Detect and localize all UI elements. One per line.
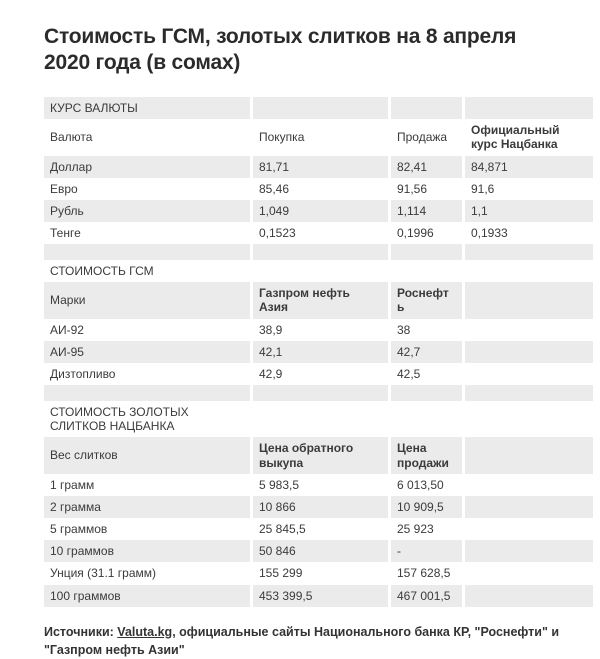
table-cell: 1,1	[462, 200, 593, 222]
table-cell: -	[388, 540, 462, 562]
table-cell: 100 граммов	[44, 585, 250, 607]
column-header-cell: Марки	[44, 282, 250, 318]
table-cell: 1 грамм	[50, 477, 95, 492]
table-cell	[462, 97, 593, 119]
table-cell	[462, 562, 593, 584]
column-header-cell	[462, 282, 593, 318]
section-title-row	[44, 260, 593, 282]
column-header-row	[44, 437, 593, 473]
table-cell: Унция (31.1 грамм)	[50, 566, 157, 581]
table-cell	[388, 260, 462, 282]
table-cell: 6 013,50	[388, 474, 462, 496]
table-cell: 10 909,5	[388, 496, 462, 518]
table-cell	[388, 385, 462, 401]
table-cell: Дизтопливо	[50, 366, 116, 381]
column-header-cell: Цена продажи	[388, 437, 462, 473]
table-cell: 157 628,5	[388, 562, 462, 584]
table-cell: 50 846	[250, 540, 388, 562]
table-cell: 155 299	[250, 562, 388, 584]
table-cell: 10 866	[250, 496, 388, 518]
table-row	[44, 319, 593, 341]
sources-note	[44, 623, 593, 659]
table-row	[44, 200, 593, 222]
valuta-link[interactable]: Valuta.kg	[117, 624, 173, 639]
table-cell: 84,871	[462, 156, 593, 178]
table-cell: 1,049	[250, 200, 388, 222]
page-title: Стоимость ГСМ, золотых слитков на 8 апреля 2020 года (в сомах)	[44, 25, 517, 75]
sources-label: Источники:	[44, 624, 118, 639]
spacer-row	[44, 385, 593, 401]
table-cell	[388, 244, 462, 260]
table-cell	[462, 385, 593, 401]
column-header-cell: Покупка	[250, 119, 388, 155]
table-cell	[462, 363, 593, 385]
table-cell: 0,1996	[388, 222, 462, 244]
table-row	[44, 156, 593, 178]
table-cell: 42,5	[388, 363, 462, 385]
table-cell	[250, 244, 388, 260]
rates-table	[44, 97, 593, 607]
table-cell: СТОИМОСТЬ ЗОЛОТЫХ СЛИТКОВ НАЦБАНКА	[50, 405, 189, 434]
table-cell	[462, 319, 593, 341]
table-cell	[462, 518, 593, 540]
table-cell: 82,41	[388, 156, 462, 178]
column-header-cell: Продажа	[388, 119, 462, 155]
table-row	[44, 474, 593, 496]
table-cell: Евро	[50, 181, 78, 196]
table-cell	[250, 260, 388, 282]
table-cell: 10 граммов	[44, 540, 250, 562]
table-cell: 0,1523	[250, 222, 388, 244]
table-cell	[44, 385, 250, 401]
table-cell: 42,9	[250, 363, 388, 385]
table-cell: АИ-95	[44, 341, 250, 363]
section-title-row	[44, 97, 593, 119]
table-cell	[462, 244, 593, 260]
table-row	[44, 518, 593, 540]
table-cell: 85,46	[250, 178, 388, 200]
column-header-cell	[462, 437, 593, 473]
table-cell: 1,114	[388, 200, 462, 222]
table-cell	[250, 385, 388, 401]
table-cell	[250, 97, 388, 119]
table-row	[44, 222, 593, 244]
spacer-row	[44, 244, 593, 260]
table-cell: 5 граммов	[50, 522, 108, 537]
table-cell	[462, 496, 593, 518]
table-cell	[462, 474, 593, 496]
table-cell: Доллар	[44, 156, 250, 178]
table-row	[44, 540, 593, 562]
column-header-row	[44, 282, 593, 318]
table-cell: 25 845,5	[250, 518, 388, 540]
table-cell	[462, 260, 593, 282]
table-cell: 38,9	[250, 319, 388, 341]
table-cell: 42,1	[250, 341, 388, 363]
table-cell: 2 грамма	[44, 496, 250, 518]
table-cell: 38	[388, 319, 462, 341]
table-cell: Тенге	[50, 226, 81, 240]
table-cell: 91,6	[462, 178, 593, 200]
table-cell: 467 001,5	[388, 585, 462, 607]
column-header-cell: Вес слитков	[44, 437, 250, 473]
table-cell	[388, 401, 462, 437]
rates-table-body	[44, 97, 593, 607]
table-cell	[462, 540, 593, 562]
table-cell: АИ-92	[50, 322, 84, 337]
table-row	[44, 585, 593, 607]
table-cell: 0,1933	[462, 222, 593, 244]
table-cell	[44, 244, 250, 260]
column-header-cell: Валюта	[50, 130, 93, 145]
table-cell: 5 983,5	[250, 474, 388, 496]
section-title-row	[44, 401, 593, 437]
table-cell: Рубль	[44, 200, 250, 222]
table-cell	[388, 97, 462, 119]
table-cell	[462, 585, 593, 607]
table-cell	[462, 341, 593, 363]
table-cell: 91,56	[388, 178, 462, 200]
sources-text: , официальные сайты Национального банка КР, "Роснефти" и "Газпром нефть Азии"	[44, 624, 560, 657]
table-row	[44, 496, 593, 518]
column-header-cell: Цена обратного выкупа	[250, 437, 388, 473]
table-cell: 81,71	[250, 156, 388, 178]
table-row	[44, 178, 593, 200]
table-cell: 453 399,5	[250, 585, 388, 607]
column-header-row	[44, 119, 593, 155]
column-header-cell: Роснефть	[388, 282, 462, 318]
table-cell: КУРС ВАЛЮТЫ	[44, 97, 250, 119]
column-header-cell: Официальный курс Нацбанка	[462, 119, 593, 155]
table-cell: СТОИМОСТЬ ГСМ	[50, 264, 154, 279]
table-cell	[250, 401, 388, 437]
table-row	[44, 562, 593, 584]
table-cell: 25 923	[388, 518, 462, 540]
table-row	[44, 341, 593, 363]
table-cell	[462, 401, 593, 437]
column-header-cell: Газпром нефть Азия	[250, 282, 388, 318]
table-row	[44, 363, 593, 385]
table-cell: 42,7	[388, 341, 462, 363]
